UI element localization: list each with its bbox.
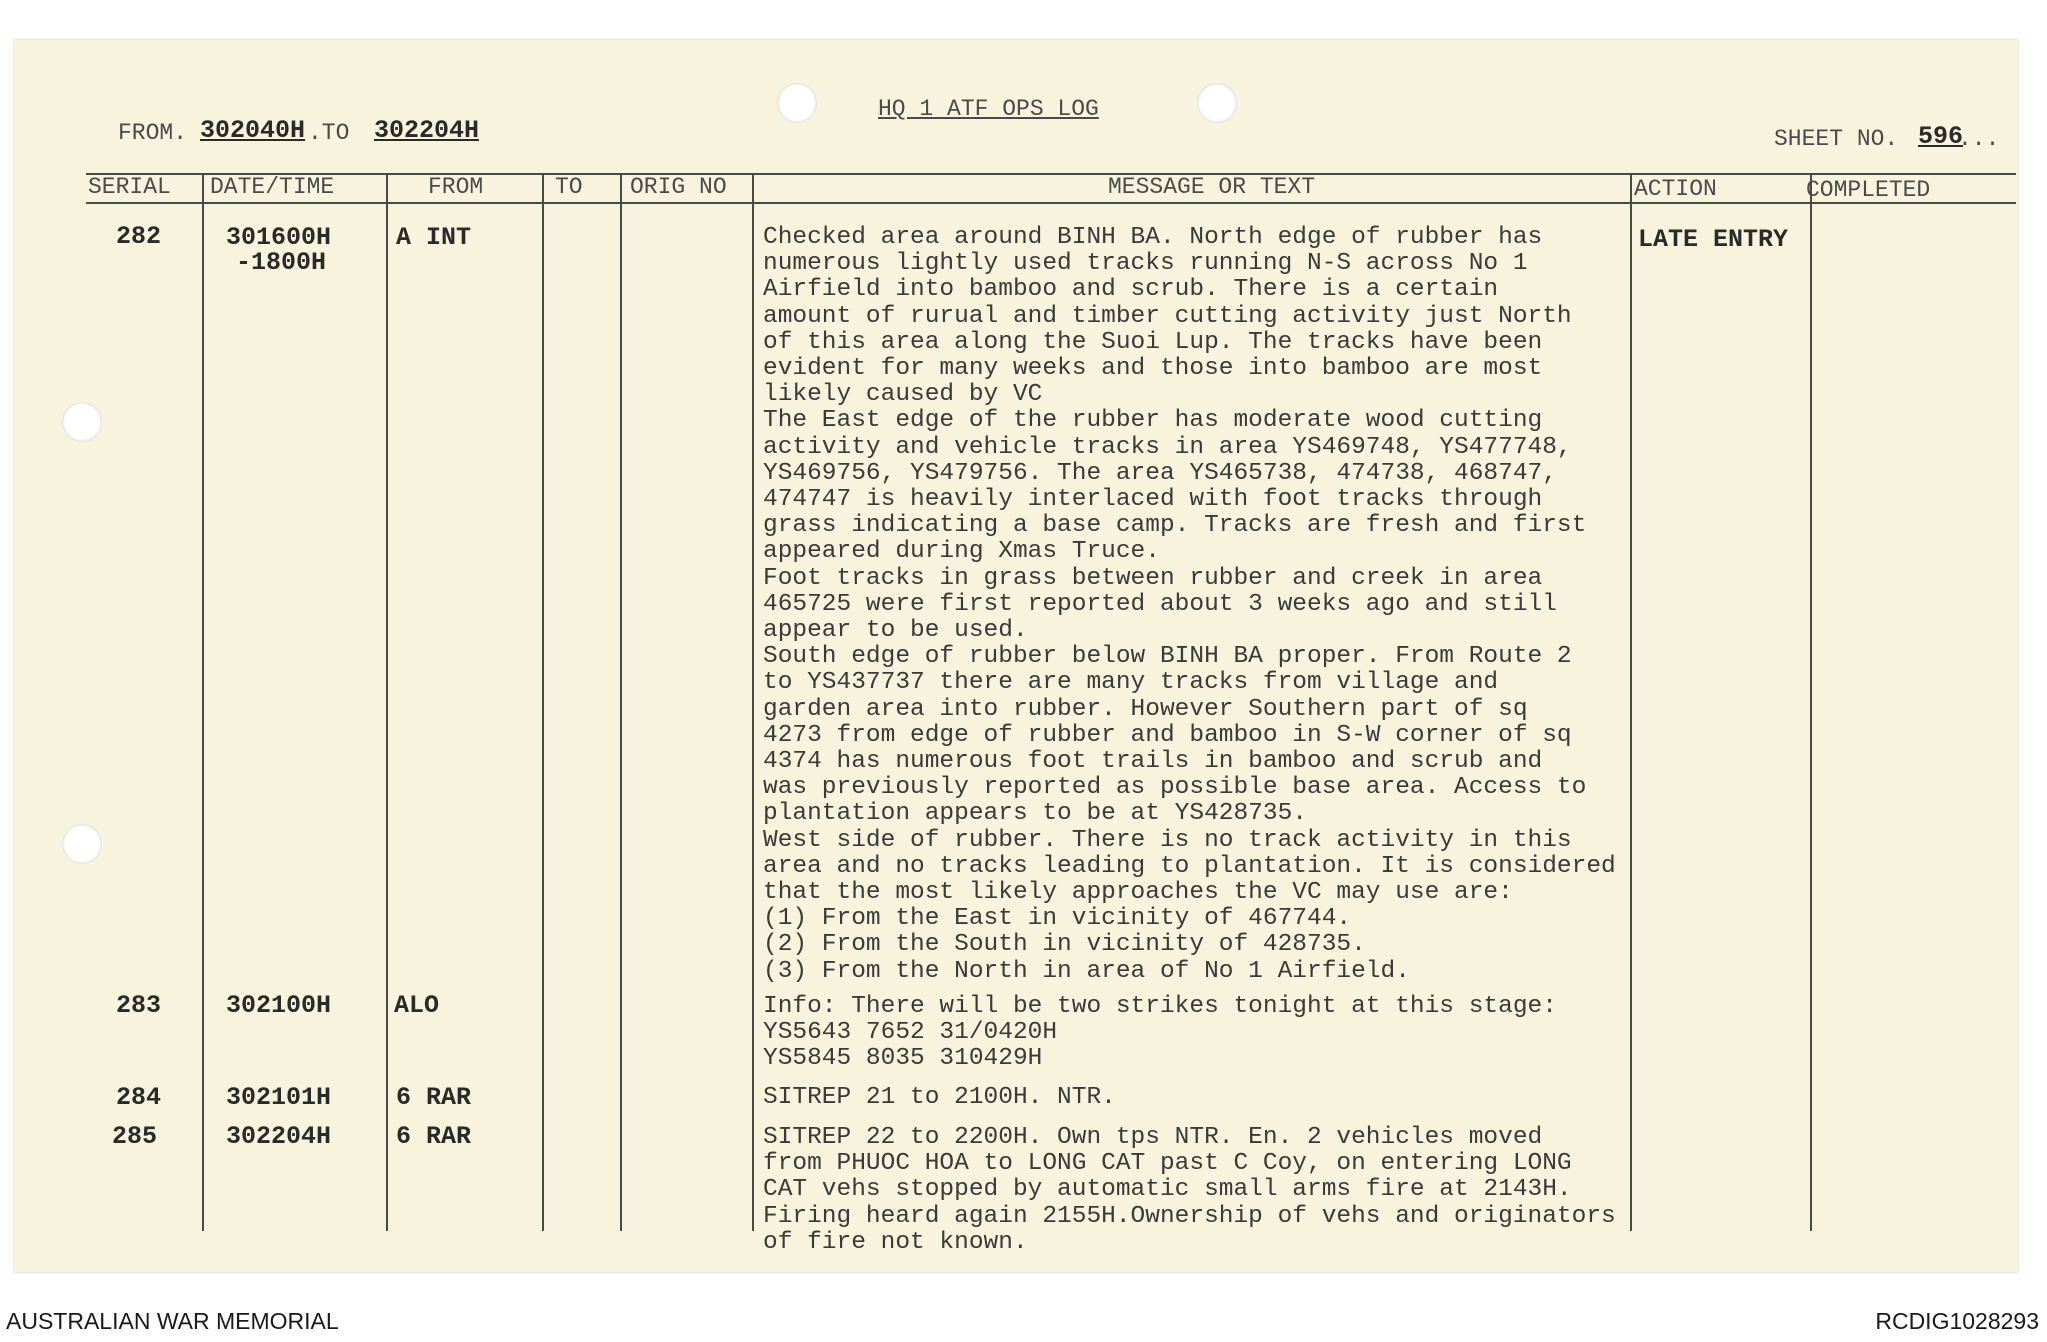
record-id: RCDIG1028293 <box>1875 1308 2039 1334</box>
from-value: 302040H <box>200 116 306 145</box>
entry-from: 6 RAR <box>396 1083 472 1112</box>
column-header-serial: SERIAL <box>88 174 171 200</box>
message-line: appear to be used. <box>763 617 1028 645</box>
entry-from: ALO <box>394 991 440 1020</box>
to-value: 302204H <box>374 116 480 145</box>
column-header-from: FROM <box>428 174 484 200</box>
sheet-suffix: ... <box>1958 126 2000 152</box>
message-line: likely caused by VC <box>763 381 1043 409</box>
message-line: Firing heard again 2155H.Ownership of vehs and originators <box>763 1202 1616 1230</box>
page-title: HQ 1 ATF OPS LOG <box>878 96 1099 122</box>
column-divider <box>1810 173 1812 1231</box>
message-line: garden area into rubber. However Southern part of sq <box>763 695 1528 723</box>
entry-message <box>763 1125 1616 1256</box>
message-line: 474747 is heavily interlaced with foot tracks through <box>763 486 1543 514</box>
sheet-value: 596 <box>1918 122 1964 151</box>
column-divider <box>752 173 754 1231</box>
message-line: (2) From the South in vicinity of 428735. <box>763 931 1366 959</box>
message-line: was previously reported as possible base area. Access to <box>763 774 1587 802</box>
entry-serial: 285 <box>112 1122 158 1151</box>
message-line: from PHUOC HOA to LONG CAT past C Coy, on entering LONG <box>763 1150 1572 1178</box>
punch-hole <box>777 83 817 123</box>
message-line: Airfield into bamboo and scrub. There is a certain <box>763 276 1499 304</box>
entry-message <box>763 994 1557 1073</box>
column-divider <box>386 173 388 1231</box>
message-line: YS5643 7652 31/0420H <box>763 1019 1058 1047</box>
message-line: West side of rubber. There is no track activity in this <box>763 826 1572 854</box>
message-line: SITREP 21 to 2100H. NTR. <box>763 1084 1116 1111</box>
message-line: amount of rurual and timber cutting activity just North <box>763 302 1572 330</box>
message-line: Checked area around BINH BA. North edge of rubber has <box>763 224 1543 251</box>
punch-hole <box>62 402 102 442</box>
column-header-orig-no: ORIG NO <box>630 174 727 200</box>
punch-hole <box>1197 83 1237 123</box>
column-header-to: TO <box>555 174 583 200</box>
entry-serial: 283 <box>116 991 162 1020</box>
message-line: that the most likely approaches the VC may use are: <box>763 879 1513 907</box>
message-line: of fire not known. <box>763 1228 1028 1256</box>
message-line: appeared during Xmas Truce. <box>763 538 1160 566</box>
column-header-datetime: DATE/TIME <box>210 174 335 200</box>
column-header-completed: COMPLETED <box>1806 177 1931 203</box>
message-line: to YS437737 there are many tracks from village and <box>763 669 1499 697</box>
message-line: grass indicating a base camp. Tracks are fresh and first <box>763 512 1587 540</box>
message-line: area and no tracks leading to plantation. It is considered <box>763 852 1616 880</box>
entry-message <box>763 1085 1116 1111</box>
header-top-rule <box>86 173 2016 175</box>
column-divider <box>1630 173 1632 1231</box>
column-divider <box>542 173 544 1231</box>
message-line: CAT vehs stopped by automatic small arms fire at 2143H. <box>763 1176 1572 1204</box>
entry-datetime: 302101H <box>226 1083 332 1112</box>
message-line: activity and vehicle tracks in area YS469748, YS477748, <box>763 433 1572 461</box>
message-line: South edge of rubber below BINH BA proper. From Route 2 <box>763 643 1572 671</box>
entry-message <box>763 225 1616 985</box>
entry-datetime-end: -1800H <box>236 248 327 277</box>
message-line: Foot tracks in grass between rubber and creek in area <box>763 564 1543 592</box>
header-bottom-rule <box>86 202 2016 204</box>
message-line: 465725 were first reported about 3 weeks ago and still <box>763 590 1557 618</box>
column-header-action: ACTION <box>1634 176 1717 202</box>
column-divider <box>620 173 622 1231</box>
entry-from: A INT <box>396 223 472 252</box>
entry-serial: 284 <box>116 1083 162 1112</box>
entry-datetime: 302204H <box>226 1122 332 1151</box>
entry-from: 6 RAR <box>396 1122 472 1151</box>
message-line: plantation appears to be at YS428735. <box>763 800 1307 828</box>
message-line: evident for many weeks and those into bamboo are most <box>763 355 1543 383</box>
column-header-message: MESSAGE OR TEXT <box>1108 174 1316 200</box>
message-line: The East edge of the rubber has moderate wood cutting <box>763 407 1543 435</box>
column-divider <box>202 173 204 1231</box>
message-line: of this area along the Suoi Lup. The tracks have been <box>763 328 1543 356</box>
entry-datetime: 301600H <box>226 223 332 252</box>
entry-action: LATE ENTRY <box>1638 225 1789 254</box>
punch-hole <box>62 824 102 864</box>
source-credit: AUSTRALIAN WAR MEMORIAL <box>6 1308 339 1334</box>
message-line: YS469756, YS479756. The area YS465738, 474738, 468747, <box>763 459 1557 487</box>
to-label: .TO <box>308 120 350 146</box>
message-line: 4374 has numerous foot trails in bamboo and scrub and <box>763 748 1543 776</box>
message-line: (3) From the North in area of No 1 Airfield. <box>763 957 1410 985</box>
message-line: YS5845 8035 310429H <box>763 1045 1043 1073</box>
entry-serial: 282 <box>116 222 162 251</box>
message-line: Info: There will be two strikes tonight at this stage: <box>763 993 1557 1020</box>
entry-datetime: 302100H <box>226 991 332 1020</box>
message-line: numerous lightly used tracks running N-S across No 1 <box>763 250 1528 278</box>
sheet-label: SHEET NO. <box>1774 126 1899 152</box>
from-label: FROM. <box>118 120 188 146</box>
message-line: (1) From the East in vicinity of 467744. <box>763 905 1352 933</box>
message-line: 4273 from edge of rubber and bamboo in S-W corner of sq <box>763 721 1572 749</box>
message-line: SITREP 22 to 2200H. Own tps NTR. En. 2 vehicles moved <box>763 1124 1543 1151</box>
